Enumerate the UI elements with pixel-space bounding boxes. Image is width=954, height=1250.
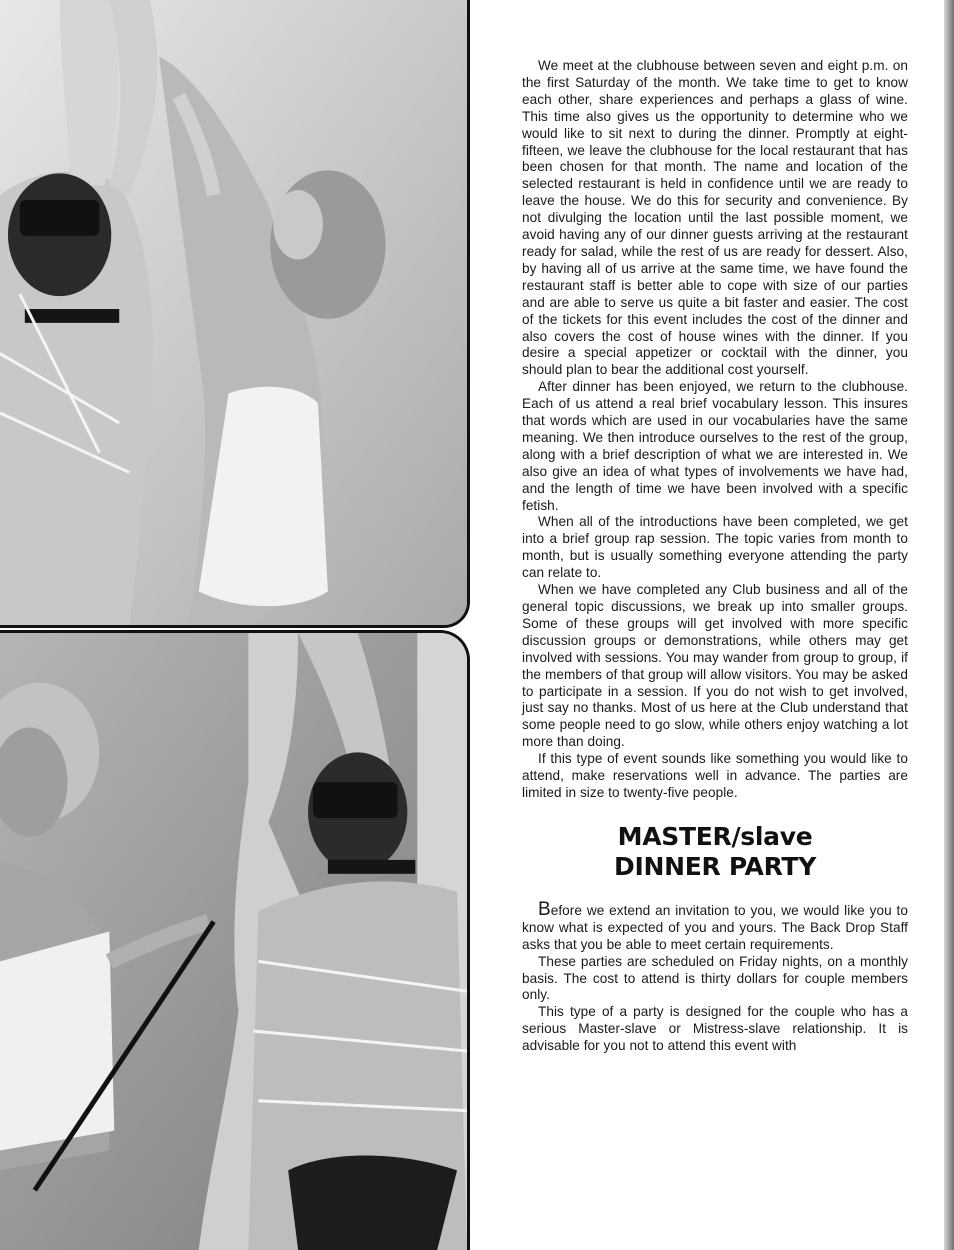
intro-paragraph bbox=[522, 898, 908, 954]
headline-line-1: MASTER/slave bbox=[617, 821, 813, 851]
photo-top-image bbox=[0, 0, 467, 625]
page-edge bbox=[944, 0, 954, 1250]
photo-column bbox=[0, 0, 476, 1250]
article-paragraph: This type of a party is designed for the couple who has a serious Master-slave or Mistress-slave relationship. It is advisable for you not to attend this event with bbox=[522, 1004, 908, 1054]
drop-cap-letter: B bbox=[538, 898, 551, 920]
article-paragraph: When all of the introductions have been completed, we get into a brief group rap session. The topic varies from month to month, but is usually something everyone attending the party can relate to. bbox=[522, 514, 908, 581]
article-paragraph: When we have completed any Club business and all of the general topic discussions, we break up into smaller groups. Some of these groups will get involved with more specific discussion groups or demonstrations, while others may get involved with sessions. You may wander from group to group, if the members of that group will allow visitors. You may be asked to participate in a session. If you do not wish to get involved, just say no thanks. Most of us here at the Club understand that some people need to go slow, while others enjoy watching a lot more than doing. bbox=[522, 582, 908, 750]
section-headline bbox=[522, 822, 908, 882]
headline-line-2: DINNER PARTY bbox=[614, 851, 816, 881]
article-paragraph: If this type of event sounds like something you would like to attend, make reservations well in advance. The parties are limited in size to twenty-five people. bbox=[522, 751, 908, 800]
article-paragraph: After dinner has been enjoyed, we return to the clubhouse. Each of us attend a real brief vocabulary lesson. This insures that words which are used in our vocabularies have the same meaning. We then introduce ourselves to the rest of the group, along with a brief description of what we are interested in. We also give an idea of what types of involvements we have had, and the length of time we have been involved with a specific fetish. bbox=[522, 379, 908, 513]
article-paragraph: We meet at the clubhouse between seven and eight p.m. on the first Saturday of the month. We take time to get to know each other, share experiences and perhaps a glass of wine. This time also gives us the opportunity to determine who we would like to sit next to during the dinner. Promptly at eight-fifteen, we leave the clubhouse for the local restaurant that has been chosen for that month. The name and location of the selected restaurant is held in confidence until we are ready to leave the house. We do this for security and convenience. By not divulging the location until the last possible moment, we avoid having any of our dinner guests arriving at the restaurant ready for salad, while the rest of us are ready for dessert. Also, by having all of us arrive at the same time, we have found the restaurant staff is better able to cope with size of our parties and are able to serve us quite a bit faster and easier. The cost of the tickets for this event includes the cost of the dinner and also covers the cost of house wines with the dinner. If you desire a special appetizer or cocktail with the dinner, you should plan to bear the additional cost yourself. bbox=[522, 58, 908, 378]
intro-paragraph-text: efore we extend an invitation to you, we would like you to know what is expected of you and yours. The Back Drop Staff asks that you be able to meet certain requirements. bbox=[522, 902, 908, 952]
photo-top bbox=[0, 0, 470, 628]
article-paragraph: These parties are scheduled on Friday nights, on a monthly basis. The cost to attend is thirty dollars for couple members only. bbox=[522, 953, 908, 1003]
photo-bottom-image bbox=[0, 633, 467, 1250]
article-column bbox=[522, 58, 908, 1055]
photo-bottom bbox=[0, 630, 470, 1250]
